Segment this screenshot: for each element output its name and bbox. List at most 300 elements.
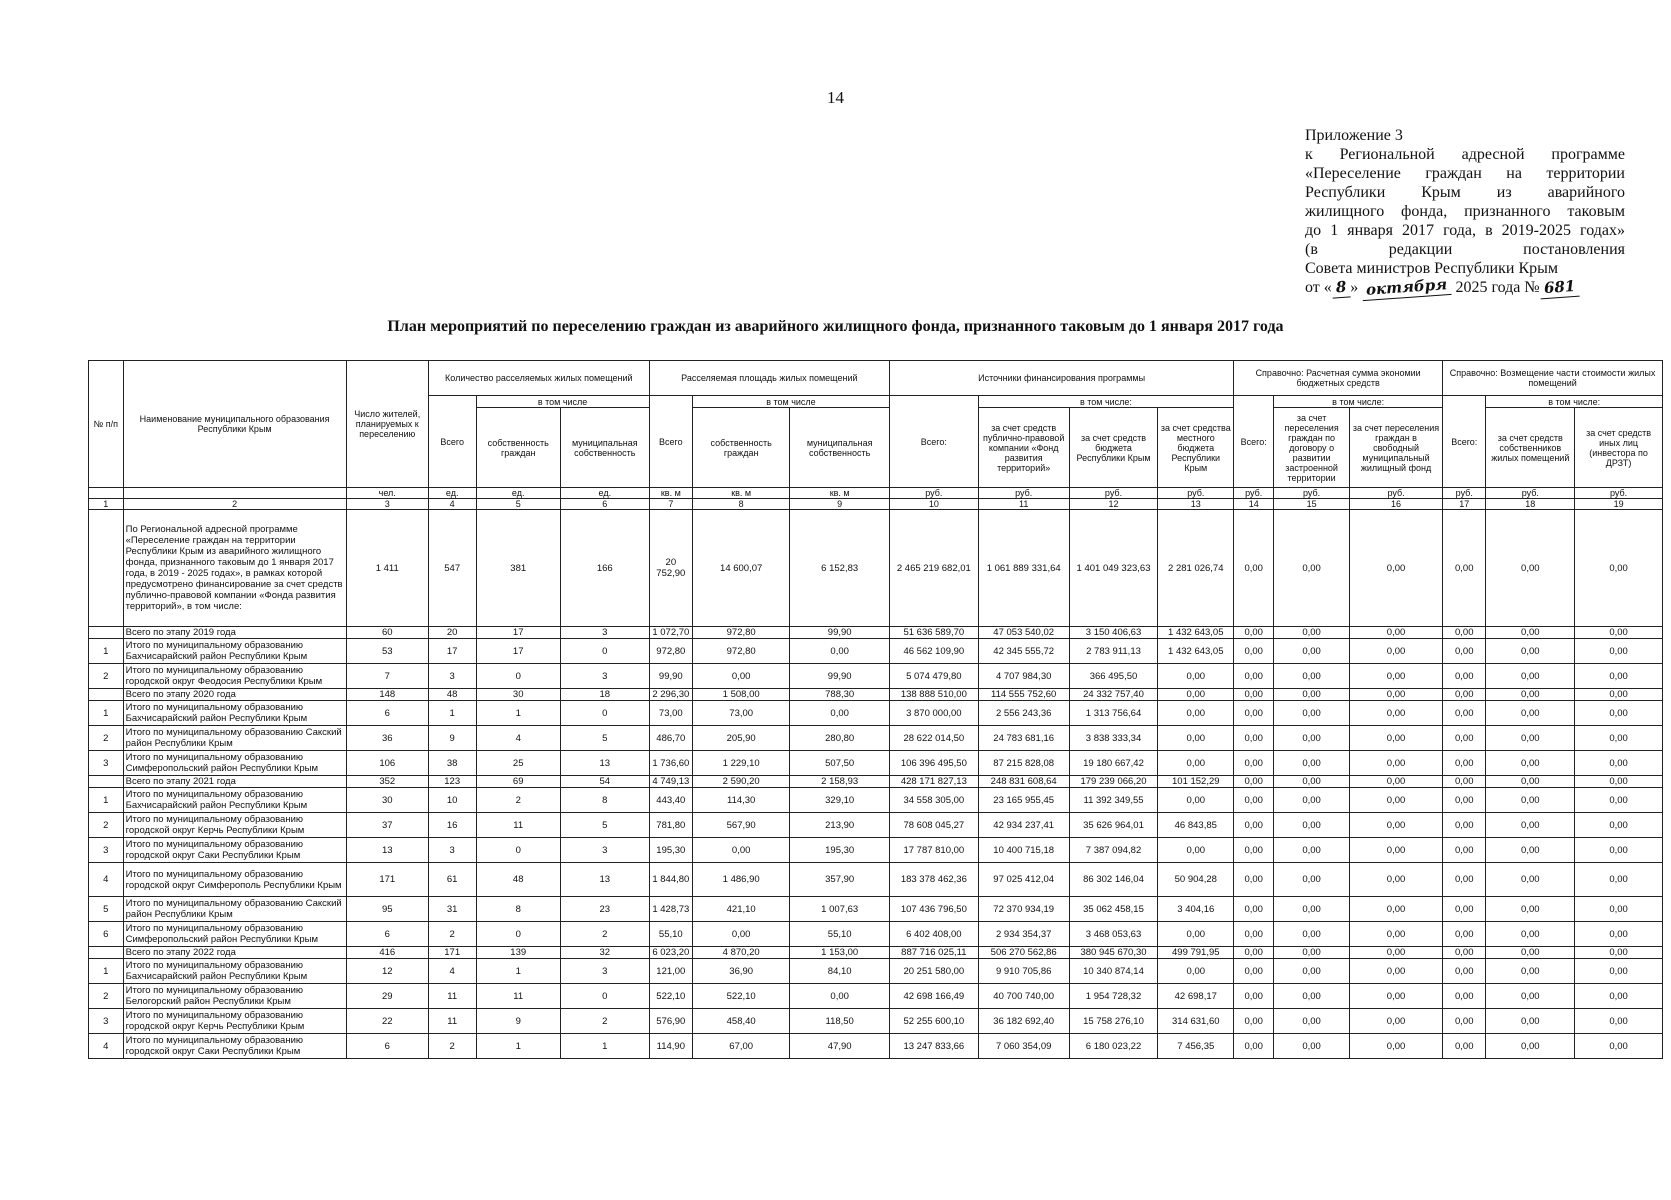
value-cell: 42 698 166,49 bbox=[889, 984, 978, 1009]
value-cell: 1 432 643,05 bbox=[1158, 639, 1234, 664]
value-cell: 195,30 bbox=[790, 838, 890, 863]
unit-cell: руб. bbox=[1069, 488, 1158, 499]
value-cell: 352 bbox=[346, 776, 428, 788]
value-cell: 329,10 bbox=[790, 788, 890, 813]
value-cell: 1 736,60 bbox=[649, 751, 692, 776]
municipality-name: Итого по муниципальному образованию городской округ Симферополь Республики Крым bbox=[123, 863, 346, 897]
value-cell: 0,00 bbox=[1158, 959, 1234, 984]
value-cell: 36 bbox=[346, 726, 428, 751]
column-number-cell: 9 bbox=[790, 499, 890, 510]
value-cell: 0,00 bbox=[1486, 639, 1575, 664]
value-cell: 0,00 bbox=[1575, 897, 1663, 922]
value-cell: 0,00 bbox=[1158, 664, 1234, 689]
value-cell: 11 bbox=[476, 813, 560, 838]
value-cell: 97 025 412,04 bbox=[978, 863, 1069, 897]
value-cell: 4 870,20 bbox=[692, 947, 789, 959]
date-day-handwritten: 8 bbox=[1331, 277, 1351, 298]
value-cell: 0,00 bbox=[1349, 510, 1442, 627]
value-cell: 314 631,60 bbox=[1158, 1009, 1234, 1034]
value-cell: 10 bbox=[428, 788, 476, 813]
value-cell: 0,00 bbox=[1443, 627, 1486, 639]
header-fin-incl: в том числе: bbox=[978, 396, 1233, 408]
value-cell: 3 870 000,00 bbox=[889, 701, 978, 726]
value-cell: 4 bbox=[476, 726, 560, 751]
value-cell: 499 791,95 bbox=[1158, 947, 1234, 959]
table-row bbox=[89, 863, 1663, 897]
value-cell: 0,00 bbox=[1575, 627, 1663, 639]
table-row bbox=[89, 701, 1663, 726]
value-cell: 486,70 bbox=[649, 726, 692, 751]
header-citizens-own: собственность граждан bbox=[692, 408, 789, 488]
value-cell: 1 486,90 bbox=[692, 863, 789, 897]
value-cell: 25 bbox=[476, 751, 560, 776]
value-cell: 416 bbox=[346, 947, 428, 959]
column-number-cell: 2 bbox=[123, 499, 346, 510]
value-cell: 0,00 bbox=[1274, 788, 1350, 813]
header-area-incl: в том числе bbox=[692, 396, 889, 408]
header-comp-owners: за счет средств собственников жилых помещений bbox=[1486, 408, 1575, 488]
municipality-name: Итого по муниципальному образованию городской округ Феодосия Республики Крым bbox=[123, 664, 346, 689]
value-cell: 11 bbox=[476, 984, 560, 1009]
value-cell: 428 171 827,13 bbox=[889, 776, 978, 788]
value-cell: 0,00 bbox=[1486, 922, 1575, 947]
municipality-name: По Региональной адресной программе «Переселение граждан на территории Республики Крым из аварийного жилищного фонда, признанного таковым до 1 января 2017 года, в 2019 - 2025 годах», в рамках которой предусмотрено финансирование за счет средств публично-правовой компании «Фонда развития территорий», в том числе: bbox=[123, 510, 346, 627]
value-cell: 4 bbox=[428, 959, 476, 984]
value-cell: 972,80 bbox=[692, 639, 789, 664]
header-count-total: Всего bbox=[428, 396, 476, 488]
unit-cell: руб. bbox=[1234, 488, 1274, 499]
unit-cell bbox=[89, 488, 124, 499]
units-row bbox=[89, 488, 1663, 499]
value-cell: 0 bbox=[476, 664, 560, 689]
value-cell: 99,90 bbox=[790, 664, 890, 689]
value-cell: 1 844,80 bbox=[649, 863, 692, 897]
value-cell: 1 bbox=[476, 1034, 560, 1059]
unit-cell: чел. bbox=[346, 488, 428, 499]
value-cell: 2 bbox=[428, 1034, 476, 1059]
value-cell: 0,00 bbox=[1575, 984, 1663, 1009]
value-cell: 61 bbox=[428, 863, 476, 897]
value-cell: 0,00 bbox=[1575, 813, 1663, 838]
value-cell: 7 456,35 bbox=[1158, 1034, 1234, 1059]
value-cell: 0,00 bbox=[1575, 639, 1663, 664]
value-cell: 118,50 bbox=[790, 1009, 890, 1034]
value-cell: 0,00 bbox=[1443, 922, 1486, 947]
appendix-line: к Региональной адресной программе bbox=[1305, 146, 1625, 163]
value-cell: 78 608 045,27 bbox=[889, 813, 978, 838]
value-cell: 0,00 bbox=[1575, 947, 1663, 959]
header-fin-total: Всего: bbox=[889, 396, 978, 488]
value-cell: 17 bbox=[476, 639, 560, 664]
column-number-cell: 16 bbox=[1349, 499, 1442, 510]
unit-cell: руб. bbox=[1443, 488, 1486, 499]
value-cell: 972,80 bbox=[692, 627, 789, 639]
value-cell: 0,00 bbox=[1234, 726, 1274, 751]
value-cell: 0,00 bbox=[1575, 751, 1663, 776]
value-cell: 0,00 bbox=[1443, 959, 1486, 984]
value-cell: 0,00 bbox=[1349, 959, 1442, 984]
value-cell: 0,00 bbox=[1349, 776, 1442, 788]
column-number-cell: 8 bbox=[692, 499, 789, 510]
value-cell: 73,00 bbox=[649, 701, 692, 726]
stage-total-row bbox=[89, 776, 1663, 788]
header-comp-total: Всего: bbox=[1443, 396, 1486, 488]
value-cell: 2 556 243,36 bbox=[978, 701, 1069, 726]
value-cell: 443,40 bbox=[649, 788, 692, 813]
value-cell: 166 bbox=[560, 510, 649, 627]
municipality-name: Итого по муниципальному образованию городской округ Керчь Республики Крым bbox=[123, 813, 346, 838]
value-cell: 0,00 bbox=[1274, 897, 1350, 922]
value-cell: 47,90 bbox=[790, 1034, 890, 1059]
value-cell: 35 626 964,01 bbox=[1069, 813, 1158, 838]
row-number: 1 bbox=[89, 959, 124, 984]
value-cell: 34 558 305,00 bbox=[889, 788, 978, 813]
value-cell: 10 400 715,18 bbox=[978, 838, 1069, 863]
unit-cell: кв. м bbox=[692, 488, 789, 499]
value-cell: 1 954 728,32 bbox=[1069, 984, 1158, 1009]
value-cell: 24 332 757,40 bbox=[1069, 689, 1158, 701]
column-number-cell: 10 bbox=[889, 499, 978, 510]
value-cell: 788,30 bbox=[790, 689, 890, 701]
value-cell: 2 bbox=[476, 788, 560, 813]
value-cell: 42 698,17 bbox=[1158, 984, 1234, 1009]
value-cell: 46 843,85 bbox=[1158, 813, 1234, 838]
value-cell: 1 bbox=[476, 701, 560, 726]
value-cell: 20 752,90 bbox=[649, 510, 692, 627]
value-cell: 0,00 bbox=[1443, 689, 1486, 701]
unit-cell: кв. м bbox=[790, 488, 890, 499]
row-number: 4 bbox=[89, 1034, 124, 1059]
value-cell: 2 296,30 bbox=[649, 689, 692, 701]
value-cell: 0,00 bbox=[1443, 726, 1486, 751]
value-cell: 0,00 bbox=[1234, 627, 1274, 639]
table-row bbox=[89, 639, 1663, 664]
value-cell: 0,00 bbox=[1349, 947, 1442, 959]
municipality-name: Итого по муниципальному образованию Бахчисарайский район Республики Крым bbox=[123, 639, 346, 664]
value-cell: 972,80 bbox=[649, 639, 692, 664]
value-cell: 99,90 bbox=[790, 627, 890, 639]
value-cell: 0,00 bbox=[1486, 959, 1575, 984]
value-cell: 0,00 bbox=[1234, 959, 1274, 984]
column-number-cell: 19 bbox=[1575, 499, 1663, 510]
value-cell: 0,00 bbox=[1486, 984, 1575, 1009]
row-number: 4 bbox=[89, 863, 124, 897]
column-number-cell: 18 bbox=[1486, 499, 1575, 510]
value-cell: 3 838 333,34 bbox=[1069, 726, 1158, 751]
value-cell: 73,00 bbox=[692, 701, 789, 726]
value-cell: 12 bbox=[346, 959, 428, 984]
value-cell: 9 910 705,86 bbox=[978, 959, 1069, 984]
value-cell: 38 bbox=[428, 751, 476, 776]
value-cell: 11 bbox=[428, 984, 476, 1009]
value-cell: 5 bbox=[560, 726, 649, 751]
header-municipal-own: муниципальная собственность bbox=[790, 408, 890, 488]
value-cell: 8 bbox=[476, 897, 560, 922]
value-cell: 205,90 bbox=[692, 726, 789, 751]
value-cell: 0,00 bbox=[1234, 1009, 1274, 1034]
value-cell: 40 700 740,00 bbox=[978, 984, 1069, 1009]
value-cell: 0,00 bbox=[790, 984, 890, 1009]
value-cell: 0,00 bbox=[1575, 863, 1663, 897]
appendix-line: до 1 января 2017 года, в 2019-2025 годах» bbox=[1305, 222, 1625, 239]
value-cell: 0,00 bbox=[1486, 1009, 1575, 1034]
value-cell: 1 313 756,64 bbox=[1069, 701, 1158, 726]
value-cell: 0,00 bbox=[1349, 788, 1442, 813]
table-body bbox=[89, 488, 1663, 1059]
table-row bbox=[89, 813, 1663, 838]
municipality-name: Всего по этапу 2021 года bbox=[123, 776, 346, 788]
appendix-block bbox=[1305, 126, 1625, 298]
value-cell: 5 074 479,80 bbox=[889, 664, 978, 689]
value-cell: 171 bbox=[428, 947, 476, 959]
value-cell: 51 636 589,70 bbox=[889, 627, 978, 639]
value-cell: 30 bbox=[476, 689, 560, 701]
value-cell: 0,00 bbox=[1274, 664, 1350, 689]
header-econ-free-fund: за счет переселения граждан в свободный муниципальный жилищный фонд bbox=[1349, 408, 1442, 488]
value-cell: 0,00 bbox=[1158, 788, 1234, 813]
value-cell: 0,00 bbox=[1486, 701, 1575, 726]
value-cell: 99,90 bbox=[649, 664, 692, 689]
value-cell: 23 165 955,45 bbox=[978, 788, 1069, 813]
value-cell: 0,00 bbox=[1274, 947, 1350, 959]
value-cell: 0,00 bbox=[790, 639, 890, 664]
value-cell: 106 bbox=[346, 751, 428, 776]
value-cell: 0,00 bbox=[1234, 863, 1274, 897]
value-cell: 0,00 bbox=[1486, 947, 1575, 959]
municipality-name: Всего по этапу 2020 года bbox=[123, 689, 346, 701]
value-cell: 2 783 911,13 bbox=[1069, 639, 1158, 664]
value-cell: 3 150 406,63 bbox=[1069, 627, 1158, 639]
value-cell: 95 bbox=[346, 897, 428, 922]
value-cell: 29 bbox=[346, 984, 428, 1009]
value-cell: 0,00 bbox=[1575, 1034, 1663, 1059]
value-cell: 0,00 bbox=[790, 701, 890, 726]
value-cell: 0,00 bbox=[1234, 639, 1274, 664]
value-cell: 23 bbox=[560, 897, 649, 922]
value-cell: 0,00 bbox=[1274, 863, 1350, 897]
row-number bbox=[89, 627, 124, 639]
value-cell: 0,00 bbox=[1443, 984, 1486, 1009]
value-cell: 0,00 bbox=[1486, 1034, 1575, 1059]
value-cell: 0,00 bbox=[1486, 689, 1575, 701]
date-number-handwritten: 681 bbox=[1539, 277, 1580, 300]
value-cell: 7 bbox=[346, 664, 428, 689]
value-cell: 42 345 555,72 bbox=[978, 639, 1069, 664]
value-cell: 54 bbox=[560, 776, 649, 788]
value-cell: 576,90 bbox=[649, 1009, 692, 1034]
value-cell: 0,00 bbox=[1274, 776, 1350, 788]
value-cell: 781,80 bbox=[649, 813, 692, 838]
value-cell: 3 468 053,63 bbox=[1069, 922, 1158, 947]
value-cell: 0,00 bbox=[1443, 751, 1486, 776]
value-cell: 114,30 bbox=[692, 788, 789, 813]
value-cell: 0,00 bbox=[1443, 947, 1486, 959]
column-number-cell: 17 bbox=[1443, 499, 1486, 510]
municipality-name: Итого по муниципальному образованию Белогорский район Республики Крым bbox=[123, 984, 346, 1009]
value-cell: 0,00 bbox=[1274, 959, 1350, 984]
municipality-name: Итого по муниципальному образованию Бахчисарайский район Республики Крым bbox=[123, 701, 346, 726]
value-cell: 0,00 bbox=[1575, 1009, 1663, 1034]
value-cell: 7 060 354,09 bbox=[978, 1034, 1069, 1059]
municipality-name: Итого по муниципальному образованию Сакский район Республики Крым bbox=[123, 726, 346, 751]
header-compensation-group: Справочно: Возмещение части стоимости жилых помещений bbox=[1443, 361, 1663, 396]
value-cell: 0,00 bbox=[1443, 838, 1486, 863]
value-cell: 0,00 bbox=[1443, 701, 1486, 726]
value-cell: 37 bbox=[346, 813, 428, 838]
table-row bbox=[89, 1009, 1663, 1034]
unit-cell: руб. bbox=[1486, 488, 1575, 499]
value-cell: 6 180 023,22 bbox=[1069, 1034, 1158, 1059]
row-number: 2 bbox=[89, 813, 124, 838]
value-cell: 7 387 094,82 bbox=[1069, 838, 1158, 863]
row-number bbox=[89, 510, 124, 627]
header-num: № п/п bbox=[89, 361, 124, 488]
value-cell: 6 bbox=[346, 922, 428, 947]
value-cell: 6 bbox=[346, 1034, 428, 1059]
row-number: 2 bbox=[89, 726, 124, 751]
value-cell: 0,00 bbox=[1349, 1009, 1442, 1034]
value-cell: 0,00 bbox=[1234, 776, 1274, 788]
table-row bbox=[89, 959, 1663, 984]
value-cell: 195,30 bbox=[649, 838, 692, 863]
value-cell: 3 bbox=[560, 838, 649, 863]
value-cell: 0,00 bbox=[1158, 689, 1234, 701]
value-cell: 0,00 bbox=[1234, 947, 1274, 959]
value-cell: 35 062 458,15 bbox=[1069, 897, 1158, 922]
unit-cell: кв. м bbox=[649, 488, 692, 499]
value-cell: 0,00 bbox=[1349, 984, 1442, 1009]
value-cell: 69 bbox=[476, 776, 560, 788]
header-econ-total: Всего: bbox=[1234, 396, 1274, 488]
value-cell: 8 bbox=[560, 788, 649, 813]
column-numbers-row bbox=[89, 499, 1663, 510]
value-cell: 0,00 bbox=[1575, 664, 1663, 689]
value-cell: 0,00 bbox=[1486, 664, 1575, 689]
value-cell: 0,00 bbox=[1486, 863, 1575, 897]
value-cell: 87 215 828,08 bbox=[978, 751, 1069, 776]
unit-cell: руб. bbox=[1349, 488, 1442, 499]
value-cell: 366 495,50 bbox=[1069, 664, 1158, 689]
value-cell: 0,00 bbox=[1575, 776, 1663, 788]
column-number-cell: 15 bbox=[1274, 499, 1350, 510]
value-cell: 4 749,13 bbox=[649, 776, 692, 788]
value-cell: 55,10 bbox=[790, 922, 890, 947]
row-number: 3 bbox=[89, 1009, 124, 1034]
date-prefix: от « bbox=[1305, 279, 1332, 296]
value-cell: 30 bbox=[346, 788, 428, 813]
value-cell: 32 bbox=[560, 947, 649, 959]
value-cell: 522,10 bbox=[692, 984, 789, 1009]
value-cell: 17 787 810,00 bbox=[889, 838, 978, 863]
table-row bbox=[89, 838, 1663, 863]
value-cell: 0,00 bbox=[1158, 838, 1234, 863]
value-cell: 0,00 bbox=[1274, 726, 1350, 751]
value-cell: 547 bbox=[428, 510, 476, 627]
column-number-cell: 4 bbox=[428, 499, 476, 510]
value-cell: 17 bbox=[476, 627, 560, 639]
appendix-line: жилищного фонда, признанного таковым bbox=[1305, 203, 1625, 220]
value-cell: 31 bbox=[428, 897, 476, 922]
value-cell: 213,90 bbox=[790, 813, 890, 838]
value-cell: 380 945 670,30 bbox=[1069, 947, 1158, 959]
stage-total-row bbox=[89, 947, 1663, 959]
value-cell: 42 934 237,41 bbox=[978, 813, 1069, 838]
value-cell: 16 bbox=[428, 813, 476, 838]
value-cell: 2 281 026,74 bbox=[1158, 510, 1234, 627]
value-cell: 0,00 bbox=[1349, 1034, 1442, 1059]
value-cell: 22 bbox=[346, 1009, 428, 1034]
value-cell: 3 bbox=[560, 664, 649, 689]
value-cell: 36,90 bbox=[692, 959, 789, 984]
value-cell: 0,00 bbox=[1486, 897, 1575, 922]
municipality-name: Итого по муниципальному образованию городской округ Саки Республики Крым bbox=[123, 838, 346, 863]
value-cell: 0,00 bbox=[1349, 897, 1442, 922]
row-number bbox=[89, 689, 124, 701]
header-republic-budget: за счет средств бюджета Республики Крым bbox=[1069, 408, 1158, 488]
value-cell: 18 bbox=[560, 689, 649, 701]
row-number: 3 bbox=[89, 838, 124, 863]
value-cell: 0,00 bbox=[1274, 751, 1350, 776]
value-cell: 1 508,00 bbox=[692, 689, 789, 701]
value-cell: 0,00 bbox=[1575, 510, 1663, 627]
value-cell: 3 404,16 bbox=[1158, 897, 1234, 922]
column-number-cell: 12 bbox=[1069, 499, 1158, 510]
value-cell: 114 555 752,60 bbox=[978, 689, 1069, 701]
value-cell: 1 432 643,05 bbox=[1158, 627, 1234, 639]
value-cell: 114,90 bbox=[649, 1034, 692, 1059]
value-cell: 28 622 014,50 bbox=[889, 726, 978, 751]
table-row bbox=[89, 897, 1663, 922]
value-cell: 0,00 bbox=[1234, 751, 1274, 776]
value-cell: 0,00 bbox=[1349, 922, 1442, 947]
row-number: 1 bbox=[89, 788, 124, 813]
value-cell: 0,00 bbox=[1234, 510, 1274, 627]
column-number-cell: 1 bbox=[89, 499, 124, 510]
value-cell: 887 716 025,11 bbox=[889, 947, 978, 959]
value-cell: 0,00 bbox=[1486, 510, 1575, 627]
value-cell: 47 053 540,02 bbox=[978, 627, 1069, 639]
value-cell: 60 bbox=[346, 627, 428, 639]
value-cell: 3 bbox=[560, 959, 649, 984]
value-cell: 0,00 bbox=[1274, 984, 1350, 1009]
value-cell: 121,00 bbox=[649, 959, 692, 984]
value-cell: 0,00 bbox=[1486, 726, 1575, 751]
value-cell: 0,00 bbox=[1158, 922, 1234, 947]
value-cell: 0,00 bbox=[692, 922, 789, 947]
value-cell: 567,90 bbox=[692, 813, 789, 838]
value-cell: 55,10 bbox=[649, 922, 692, 947]
value-cell: 0,00 bbox=[1443, 1009, 1486, 1034]
row-number: 1 bbox=[89, 701, 124, 726]
value-cell: 13 bbox=[560, 863, 649, 897]
header-economy-group: Справочно: Расчетная сумма экономии бюджетных средств bbox=[1234, 361, 1443, 396]
value-cell: 0,00 bbox=[1274, 838, 1350, 863]
municipality-name: Итого по муниципальному образованию Сакский район Республики Крым bbox=[123, 897, 346, 922]
value-cell: 2 465 219 682,01 bbox=[889, 510, 978, 627]
value-cell: 3 bbox=[560, 627, 649, 639]
value-cell: 2 934 354,37 bbox=[978, 922, 1069, 947]
value-cell: 0,00 bbox=[1486, 788, 1575, 813]
header-area-total: Всего bbox=[649, 396, 692, 488]
value-cell: 0,00 bbox=[1486, 838, 1575, 863]
value-cell: 0,00 bbox=[1274, 510, 1350, 627]
value-cell: 14 600,07 bbox=[692, 510, 789, 627]
municipality-name: Итого по муниципальному образованию Симферопольский район Республики Крым bbox=[123, 922, 346, 947]
municipality-name: Итого по муниципальному образованию Бахчисарайский район Республики Крым bbox=[123, 788, 346, 813]
value-cell: 138 888 510,00 bbox=[889, 689, 978, 701]
value-cell: 248 831 608,64 bbox=[978, 776, 1069, 788]
appendix-date-line bbox=[1305, 275, 1625, 299]
